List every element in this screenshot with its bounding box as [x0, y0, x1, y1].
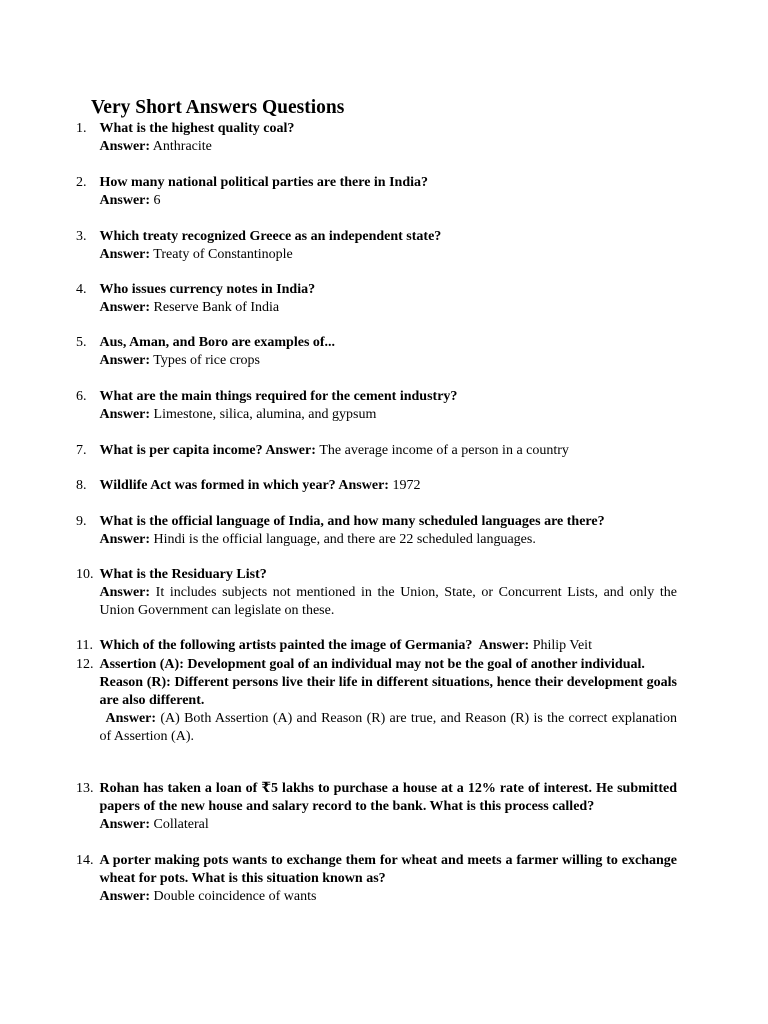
- question-number: 11.: [76, 638, 93, 653]
- question-text: Which of the following artists painted the image of Germania?: [99, 638, 473, 653]
- answer-label: Answer:: [99, 407, 151, 422]
- answer-text: Double coincidence of wants: [153, 889, 317, 904]
- question-number: 13.: [76, 781, 94, 796]
- answer-line: [100, 710, 678, 746]
- question-number: 3.: [76, 229, 87, 244]
- answer-text: Collateral: [153, 817, 209, 832]
- question-item-5: [76, 334, 677, 370]
- answer-line: [100, 246, 678, 264]
- question-number: 12.: [76, 657, 94, 672]
- answer-text: 1972: [392, 478, 421, 493]
- question-number: 5.: [76, 335, 87, 350]
- question-number: 7.: [76, 443, 87, 458]
- answer-text: Types of rice crops: [153, 353, 260, 368]
- question-text: How many national political parties are there in India?: [99, 175, 428, 190]
- question-item-6: [76, 388, 677, 424]
- answer-label: Answer:: [265, 443, 316, 458]
- answer-label: Answer:: [99, 193, 151, 208]
- question-line: [100, 637, 678, 655]
- assertion-text: Assertion (A): Development goal of an individual may not be the goal of another individual.: [99, 657, 645, 672]
- answer-label: Answer:: [99, 247, 151, 262]
- answer-text: It includes subjects not mentioned in the Union, State, or Concurrent Lists, and only the Union Government can legislate on these.: [99, 585, 678, 618]
- answer-text: Philip Veit: [532, 638, 592, 653]
- question-item-9: [76, 513, 677, 549]
- answer-line: [100, 888, 678, 906]
- answer-text: Limestone, silica, alumina, and gypsum: [153, 407, 377, 422]
- question-item-11: [76, 637, 677, 655]
- answer-label: Answer:: [99, 889, 151, 904]
- question-item-7: [76, 442, 677, 460]
- question-item-13: [76, 780, 677, 834]
- question-text: A porter making pots wants to exchange them for wheat and meets a farmer willing to exchange wheat for pots. What is this situation known as?: [99, 853, 677, 886]
- question-item-2: [76, 174, 677, 210]
- answer-label: Answer:: [478, 638, 530, 653]
- question-number: 9.: [76, 514, 87, 529]
- answer-label: Answer:: [99, 353, 151, 368]
- question-text: What is per capita income?: [99, 443, 263, 458]
- question-item-8: [76, 477, 677, 495]
- answer-line: [100, 816, 678, 834]
- question-line: [100, 442, 678, 460]
- answer-text: (A) Both Assertion (A) and Reason (R) are true, and Reason (R) is the correct explanation of Assertion (A).: [99, 711, 677, 744]
- answer-line: [100, 192, 678, 210]
- answer-line: [100, 406, 678, 424]
- question-item-4: [76, 281, 677, 317]
- answer-label: Answer:: [99, 139, 151, 154]
- question-number: 1.: [76, 121, 87, 136]
- question-number: 6.: [76, 389, 87, 404]
- answer-line: [100, 352, 678, 370]
- answer-label: Answer:: [99, 817, 151, 832]
- answer-label: Answer:: [338, 478, 389, 493]
- answer-text: Reserve Bank of India: [153, 300, 280, 315]
- answer-text: Treaty of Constantinople: [153, 247, 293, 262]
- answer-label: Answer:: [99, 532, 151, 547]
- question-text: What are the main things required for the cement industry?: [99, 389, 458, 404]
- question-number: 10.: [76, 567, 94, 582]
- answer-line: [100, 531, 678, 549]
- page-title: Very Short Answers Questions: [91, 97, 345, 118]
- answer-text: Anthracite: [152, 139, 212, 154]
- answer-line: [100, 299, 678, 317]
- question-text: Wildlife Act was formed in which year?: [99, 478, 336, 493]
- answer-line: [100, 584, 678, 620]
- question-item-10: [76, 566, 677, 620]
- question-number: 14.: [76, 853, 94, 868]
- question-item-3: [76, 228, 677, 264]
- reason-text: Reason (R): Different persons live their life in different situations, hence their development goals are also different.: [99, 675, 677, 708]
- answer-label: Answer:: [99, 300, 151, 315]
- question-line: [100, 477, 678, 495]
- question-number: 8.: [76, 478, 87, 493]
- answer-label: Answer:: [99, 585, 151, 600]
- question-text: Rohan has taken a loan of ₹5 lakhs to purchase a house at a 12% rate of interest. He submitted papers of the new house and salary record to the bank. What is this process called?: [99, 781, 677, 814]
- question-text: Which treaty recognized Greece as an independent state?: [99, 229, 442, 244]
- answer-text: Hindi is the official language, and there are 22 scheduled languages.: [153, 532, 536, 547]
- answer-text: 6: [153, 193, 161, 208]
- question-text: What is the Residuary List?: [99, 567, 267, 582]
- question-item-1: [76, 120, 677, 156]
- question-number: 4.: [76, 282, 87, 297]
- question-item-12: [76, 656, 677, 746]
- answer-text: The average income of a person in a country: [319, 443, 569, 458]
- question-number: 2.: [76, 175, 87, 190]
- question-text: Aus, Aman, and Boro are examples of...: [99, 335, 336, 350]
- question-item-14: [76, 852, 677, 906]
- question-text: What is the official language of India, and how many scheduled languages are there?: [99, 514, 605, 529]
- question-text: What is the highest quality coal?: [99, 121, 295, 136]
- answer-line: [100, 138, 678, 156]
- answer-label: Answer:: [105, 711, 157, 726]
- question-text: Who issues currency notes in India?: [99, 282, 316, 297]
